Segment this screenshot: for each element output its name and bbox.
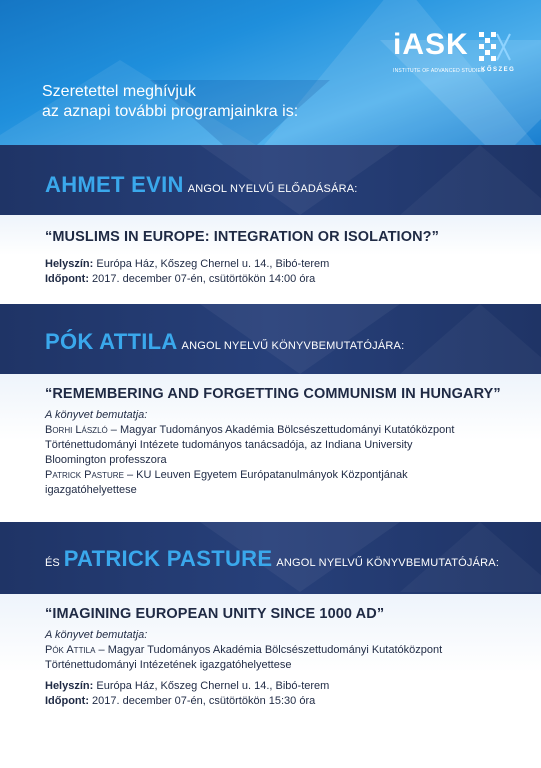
presenter-desc-line: Történettudományi Intézetének igazgatóhelyettese (45, 659, 292, 671)
presenter-desc-line: Történettudományi Intézete tudományos tanácsadója, az Indiana University (45, 439, 413, 451)
logo-city: KŐSZEG (481, 67, 516, 73)
time-line (45, 272, 515, 287)
venue-line (45, 679, 515, 694)
event-details-3 (0, 594, 541, 768)
presenter-desc: – Magyar Tudományos Akadémia Bölcsészettudományi Kutatóközpont (107, 424, 455, 436)
header-banner (0, 0, 541, 145)
venue-line (45, 257, 515, 272)
time-value: 2017. december 07-én, csütörtökön 15:30 óra (92, 695, 316, 707)
venue-value: Európa Ház, Kőszeg Chernel u. 14., Bibó-terem (96, 258, 330, 270)
presenter-line (45, 643, 515, 658)
author-name: PATRICK PASTURE (63, 546, 273, 571)
presenter-desc-line: igazgatóhelyettese (45, 484, 137, 496)
author-name: PÓK ATTILA (45, 329, 178, 354)
time-line (45, 694, 515, 709)
book-title: “REMEMBERING AND FORGETTING COMMUNISM IN HUNGARY” (45, 386, 501, 402)
event-details-2 (0, 374, 541, 522)
presenter-desc-line: Bloomington professzora (45, 454, 167, 466)
logo-text: iASK (393, 28, 469, 61)
presenter-line (45, 468, 515, 483)
presented-by-label: A könyvet bemutatja: (45, 629, 148, 641)
event-band-2 (0, 304, 541, 374)
time-label: Időpont: (45, 695, 89, 707)
event-band-1 (0, 145, 541, 215)
invitation-text (42, 82, 298, 122)
presenter-desc: – KU Leuven Egyetem Európatanulmányok Központjának (123, 469, 408, 481)
event-details-1 (0, 215, 541, 304)
event-type: ANGOL NYELVŰ ELŐADÁSÁRA: (187, 183, 358, 195)
event-band-3 (0, 522, 541, 594)
event-heading-3 (45, 546, 499, 572)
book-title: “IMAGINING EUROPEAN UNITY SINCE 1000 AD” (45, 606, 385, 622)
invite-line-2: az aznapi további programjainkra is: (42, 103, 299, 120)
band-facet (400, 145, 541, 215)
venue-label: Helyszín: (45, 680, 94, 692)
presenter-name: Borhi László (45, 424, 108, 436)
event-type: ANGOL NYELVŰ KÖNYVBEMUTATÓJÁRA: (276, 557, 500, 569)
presented-by-label: A könyvet bemutatja: (45, 409, 148, 421)
time-label: Időpont: (45, 273, 89, 285)
logo-subtitle: INSTITUTE OF ADVANCED STUDIES (393, 68, 485, 74)
event-type: ANGOL NYELVŰ KÖNYVBEMUTATÓJÁRA: (181, 340, 405, 352)
talk-title: “MUSLIMS IN EUROPE: INTEGRATION OR ISOLATION?” (45, 229, 439, 245)
time-value: 2017. december 07-én, csütörtökön 14:00 óra (92, 273, 316, 285)
band-facet (400, 304, 541, 374)
presenter-name: Patrick Pasture (45, 469, 124, 481)
venue-value: Európa Ház, Kőszeg Chernel u. 14., Bibó-terem (96, 680, 330, 692)
x-grid-icon (477, 30, 511, 62)
presenter-line (45, 423, 515, 438)
invite-line-1: Szeretettel meghívjuk (42, 83, 196, 100)
presenter-name: Pók Attila (45, 644, 96, 656)
iask-logo (393, 28, 523, 80)
presenter-desc: – Magyar Tudományos Akadémia Bölcsészettudományi Kutatóközpont (95, 644, 443, 656)
event-heading-1 (45, 172, 358, 198)
venue-label: Helyszín: (45, 258, 94, 270)
speaker-name: AHMET EVIN (45, 172, 184, 197)
event-heading-2 (45, 329, 404, 355)
and-prefix: ÉS (45, 557, 60, 569)
